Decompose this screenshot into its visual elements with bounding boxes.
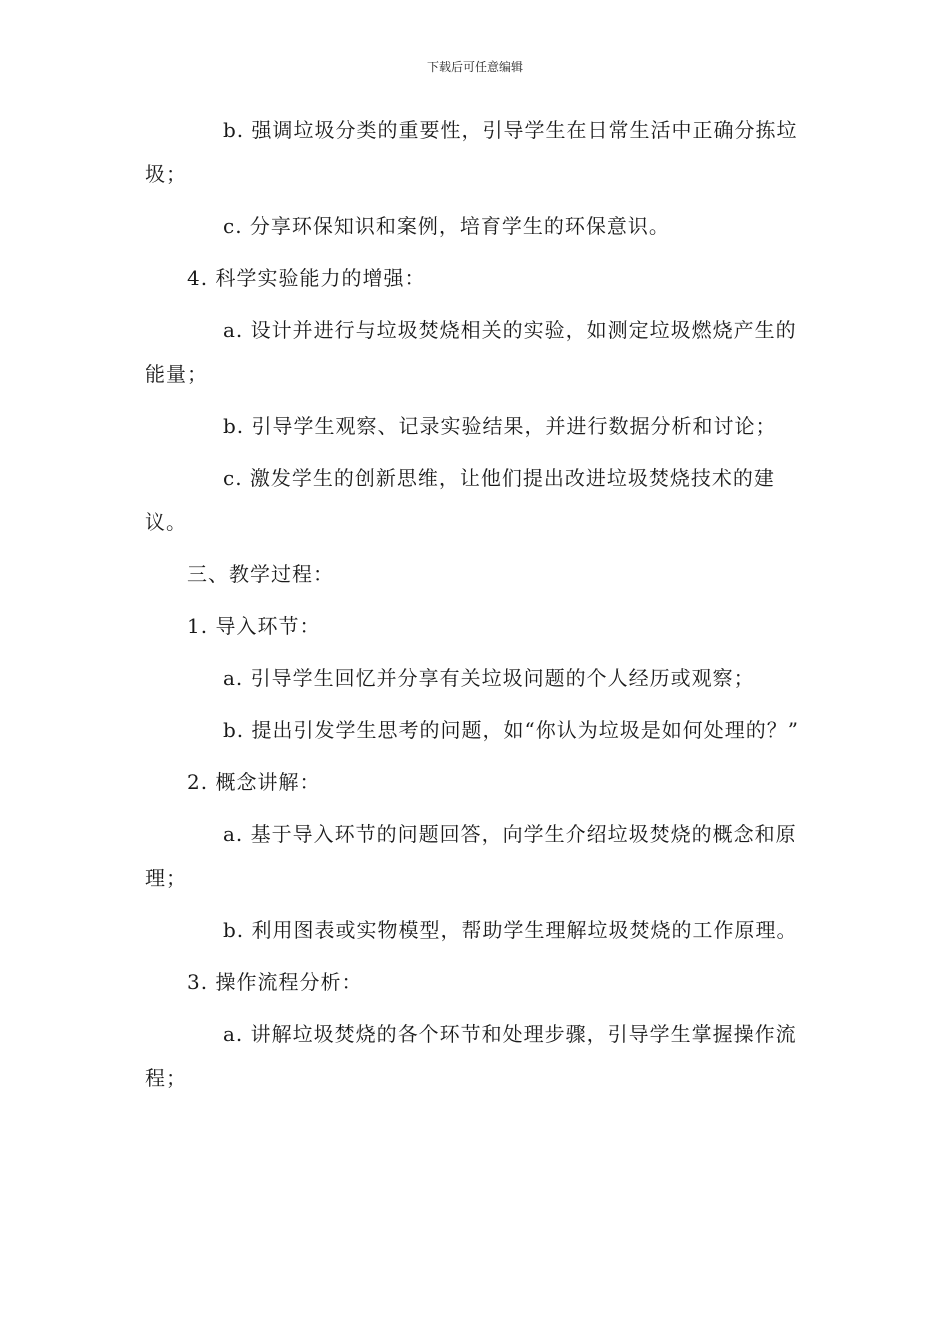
step-3-heading: 3. 操作流程分析： [187,970,363,994]
paragraph-b-model: b. 利用图表或实物模型，帮助学生理解垃圾焚烧的工作原理。 [223,918,798,942]
step-2-heading: 2. 概念讲解： [187,770,321,794]
chapter-3-heading: 三、教学过程： [187,562,334,586]
paragraph-b-question: b. 提出引发学生思考的问题，如“你认为垃圾是如何处理的？” [223,718,799,742]
document-body [145,108,805,1108]
paragraph-b-observe: b. 引导学生观察、记录实验结果，并进行数据分析和讨论； [223,414,777,438]
paragraph-c-environment: c. 分享环保知识和案例，培育学生的环保意识。 [223,214,670,238]
paragraph-a-experiment: a. 设计并进行与垃圾焚烧相关的实验，如测定垃圾燃烧产生的能量； [145,318,797,386]
page-header: 下载后可任意编辑 [426,60,523,74]
paragraph-a-concept: a. 基于导入环节的问题回答，向学生介绍垃圾焚烧的概念和原理； [145,822,797,890]
step-1-heading: 1. 导入环节： [187,614,321,638]
paragraph-a-process: a. 讲解垃圾焚烧的各个环节和处理步骤，引导学生掌握操作流程； [145,1022,797,1090]
paragraph-b-sorting: b. 强调垃圾分类的重要性，引导学生在日常生活中正确分拣垃圾； [145,118,798,186]
paragraph-a-recall: a. 引导学生回忆并分享有关垃圾问题的个人经历或观察； [223,666,755,690]
section-4-heading: 4. 科学实验能力的增强： [187,266,426,290]
paragraph-c-innovation: c. 激发学生的创新思维，让他们提出改进垃圾焚烧技术的建议。 [145,466,775,534]
